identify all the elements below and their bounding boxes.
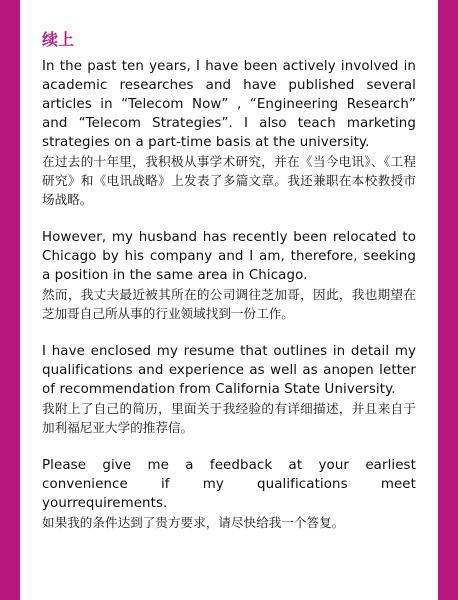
paragraph-feedback	[42, 456, 416, 532]
paragraph-english: However, my husband has recently been relocated to Chicago by his company and I am, therefore, seeking a position in the same area in Chicago.	[42, 230, 416, 283]
paragraph-english: In the past ten years, I have been actively involved in academic researches and have published several articles in “Telecom Now” , “Engineering Research” and “Telecom Strategies”. I also teach marketing strategies on a part-time basis at the university.	[42, 59, 416, 150]
paragraph-chinese: 在过去的十年里，我积极从事学术研究，并在《当今电讯》、《工程研究》和《电讯战略》上发表了多篇文章。我还兼职在本校教授市场战略。	[42, 154, 416, 207]
paragraph-chinese: 我附上了自己的简历，里面关于我经验的有详细描述，并且来自于加利福尼亚大学的推荐信。	[42, 401, 416, 435]
letter-content	[20, 0, 438, 600]
continued-heading: 续上	[42, 30, 75, 49]
paragraph-chinese: 然而，我丈夫最近被其所在的公司调往芝加哥，因此，我也期望在芝加哥自己所从事的行业领域找到一份工作。	[42, 287, 416, 321]
paragraph-chinese: 如果我的条件达到了贵方要求，请尽快给我一个答复。	[42, 515, 345, 530]
paragraph-english: I have enclosed my resume that outlines in detail my qualifications and experience as well as anopen letter of recommendation from California State University.	[42, 344, 416, 397]
paragraph-resume	[42, 342, 416, 437]
paragraph-english: Please give me a feedback at your earliest convenience if my qualifications meet yourrequirements.	[42, 458, 416, 511]
paragraph-research	[42, 57, 416, 209]
paragraph-relocation	[42, 228, 416, 323]
